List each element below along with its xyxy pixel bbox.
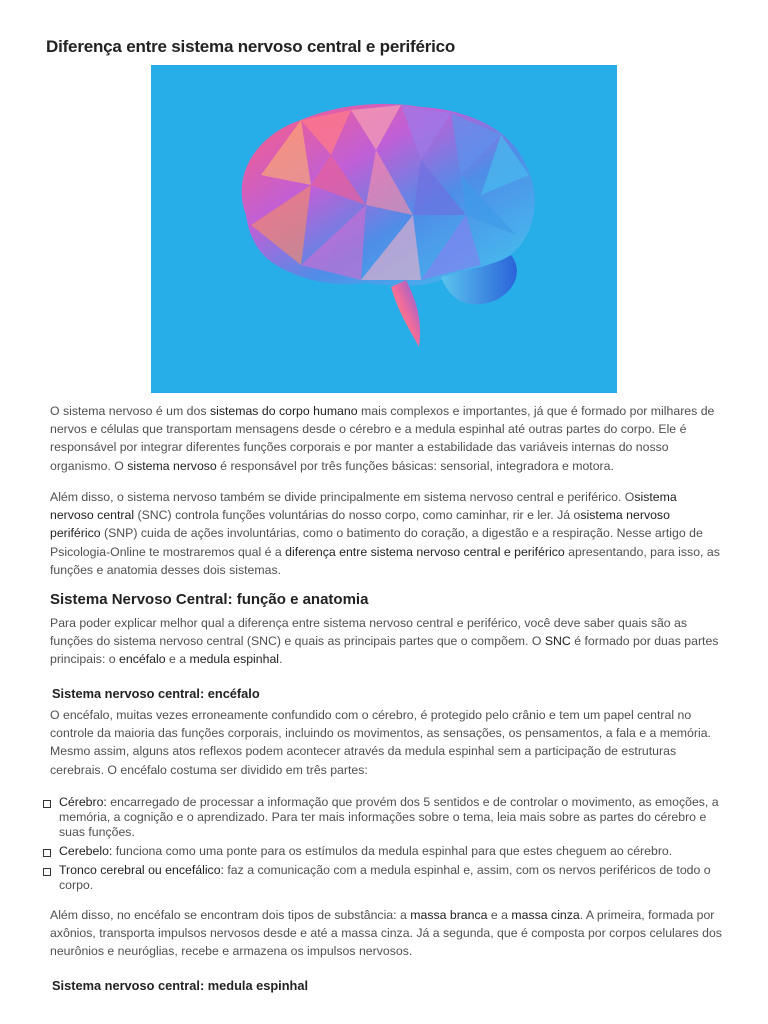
brain-hero-image (151, 65, 617, 393)
p3-text-b: é formado por duas partes principais: o (50, 634, 719, 667)
encefalo-paragraph (50, 706, 722, 779)
page-title: Diferença entre sistema nervoso central e periférico (46, 37, 456, 56)
link-sistema-nervoso-periferico[interactable]: sistema nervoso periférico (50, 508, 670, 541)
p5-text-a: Além disso, no encéfalo se encontram dois tipos de substância: a (50, 908, 411, 922)
p2-text-b: (SNC) controla funções voluntárias do nosso corpo, como caminhar, rir e ler. Já o (134, 508, 581, 523)
p1-text-b: mais complexos e importantes, já que é formado por milhares de nervos e células que transportam mensagens desde o cérebro e a medula espinhal até outras partes do corpo. Ele é responsável por integrar diferentes funções corporais e por manter a estabilidade das variáveis internas do nosso organismo. O (50, 404, 715, 473)
list-item (43, 844, 723, 859)
p2-text-d: apresentando, para isso, as funções e anatomia desses dois sistemas. (50, 544, 720, 577)
p2-text-c: (SNP) cuida de ações involuntárias, como o batimento do coração, a digestão e a respiração. Nesse artigo de Psicologia-Online te mostraremos qual é a (50, 526, 703, 559)
section-heading-snc: Sistema Nervoso Central: função e anatomia (50, 591, 369, 608)
bullet-text: faz a comunicação com a medula espinhal e, assim, com os nervos periféricos de todo o corpo. (59, 863, 711, 892)
p1-text-a: O sistema nervoso é um dos (50, 404, 210, 418)
p3-text-d: . (279, 652, 283, 667)
p4-text: O encéfalo, muitas vezes erroneamente confundido com o cérebro, é protegido pelo crânio e tem um papel central no controle da maioria das funções corporais, incluindo os movimentos, as sensações, os pensamentos, a fala e a memória. Mesmo assim, alguns atos reflexos podem acontecer através da medula espinhal sem a participação de estruturas cerebrais. O encéfalo costuma ser dividido em três partes: (50, 708, 711, 777)
link-tronco-cerebral[interactable]: Tronco cerebral ou encefálico: (59, 863, 224, 877)
link-sistema-nervoso[interactable]: sistema nervoso (127, 458, 217, 473)
list-item (43, 863, 723, 893)
link-massa-cinza[interactable]: massa cinza (511, 908, 580, 922)
encefalo-parts-list (43, 795, 723, 897)
intro-paragraph (50, 402, 722, 475)
snc-snp-paragraph (50, 488, 722, 579)
checkbox-bullet-icon (43, 868, 51, 876)
checkbox-bullet-icon (43, 849, 51, 857)
link-cerebro[interactable]: Cérebro: (59, 795, 107, 809)
link-cerebelo[interactable]: Cerebelo: (59, 844, 113, 858)
p5-text-c: . A primeira, formada por axônios, transporta impulsos nervosos desde e até a massa cinza. Já a segunda, que é composta por corpos celulares dos neurônios e neuróglias, recebe e armazena os impulsos nervosos. (50, 908, 722, 959)
link-diferenca[interactable]: diferença entre sistema nervoso central e periférico (285, 544, 565, 559)
link-medula-espinhal[interactable]: medula espinhal (189, 652, 280, 667)
p2-text-a: Além disso, o sistema nervoso também se divide principalmente em sistema nervoso central e periférico. O (50, 490, 635, 504)
substancias-paragraph (50, 906, 722, 961)
link-sistema-nervoso-central[interactable]: sistema nervoso central (50, 490, 677, 523)
p3-text-a: Para poder explicar melhor qual a diferença entre sistema nervoso central e periférico, você deve saber quais são as funções do sistema nervoso central (SNC) e quais as principais partes que o compõem. O (50, 616, 688, 649)
p3-text-c: e a (165, 652, 190, 667)
link-massa-branca[interactable]: massa branca (410, 908, 488, 922)
snc-paragraph (50, 614, 722, 669)
link-snc[interactable]: SNC (544, 634, 571, 649)
checkbox-bullet-icon (43, 800, 51, 808)
bullet-text: encarregado de processar a informação que provém dos 5 sentidos e de controlar o movimento, as emoções, a memória, a cognição e o aprendizado. Para ter mais informações sobre o tema, leia mais sobre as partes do cérebro e suas funções. (59, 795, 719, 839)
brain-illustration-icon (151, 65, 617, 393)
subheading-medula: Sistema nervoso central: medula espinhal (52, 978, 309, 993)
subheading-encefalo: Sistema nervoso central: encéfalo (52, 686, 260, 701)
link-sistemas-do-corpo-humano[interactable]: sistemas do corpo humano (209, 404, 358, 418)
list-item (43, 795, 723, 840)
p5-text-b: e a (487, 908, 512, 922)
p1-text-c: é responsável por três funções básicas: sensorial, integradora e motora. (216, 458, 614, 473)
bullet-text: funciona como uma ponte para os estímulos da medula espinhal para que estes cheguem ao cérebro. (112, 844, 673, 858)
link-encefalo[interactable]: encéfalo (119, 652, 166, 667)
